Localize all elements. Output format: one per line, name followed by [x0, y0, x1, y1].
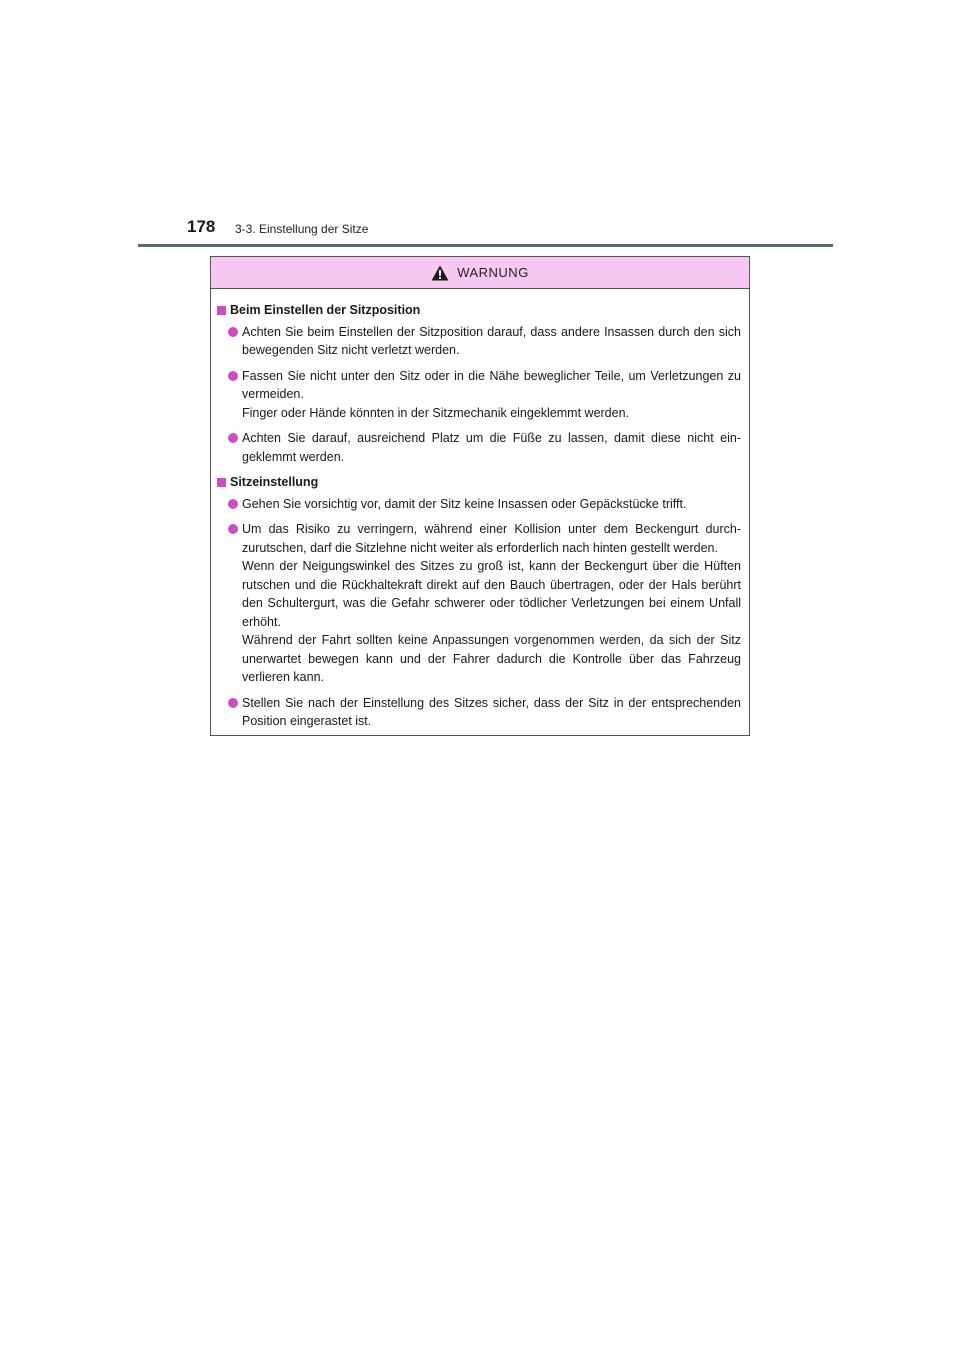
- section-heading: Beim Einstellen der Sitzposition: [217, 301, 741, 320]
- dot-bullet-icon: [228, 499, 238, 509]
- page-header: [187, 213, 833, 247]
- dot-bullet-icon: [228, 371, 238, 381]
- section-seat-adjustment: [217, 473, 741, 731]
- dot-bullet-icon: [228, 433, 238, 443]
- dot-bullet-icon: [228, 327, 238, 337]
- list-item: Fassen Sie nicht unter den Sitz oder in die Nähe beweglicher Teile, um Verletzungen zu vermeiden. Finger oder Hände könnten in der Sitzmechanik eingeklemmt werden.: [217, 367, 741, 423]
- warning-header: [211, 257, 749, 289]
- square-bullet-icon: [217, 478, 226, 487]
- square-bullet-icon: [217, 306, 226, 315]
- warning-box: [210, 256, 750, 736]
- dot-bullet-icon: [228, 524, 238, 534]
- header-rule: [138, 244, 833, 247]
- section-heading: Sitzeinstellung: [217, 473, 741, 492]
- list-item: Stellen Sie nach der Einstellung des Sitzes sicher, dass der Sitz in der entsprechenden Position eingerastet ist.: [217, 694, 741, 731]
- warning-body: [211, 289, 749, 731]
- page-number: 178: [187, 217, 216, 236]
- list-item: Gehen Sie vorsichtig vor, damit der Sitz keine Insassen oder Gepäckstücke trifft.: [217, 495, 741, 514]
- section-title: 3-3. Einstellung der Sitze: [235, 222, 369, 236]
- warning-triangle-icon: [431, 265, 449, 281]
- list-item: Um das Risiko zu verringern, während einer Kollision unter dem Beckengurt durchzurutschen, darf die Sitzlehne nicht weiter als erforderlich nach hinten gestellt werden. Wenn der Neigungswinkel des Sitzes zu groß ist, kann der Beckengurt über die Hüften rutschen und die Rückhaltekraft direkt auf den Bauch übertragen, oder der Hals berührt den Schultergurt, was die Gefahr schwerer oder tödlicher Verletzungen bei einem Unfall erhöht. Während der Fahrt sollten keine Anpassungen vorgenommen werden, da sich der Sitz unerwartet bewegen kann und der Fahrer dadurch die Kontrolle über das Fahrzeug verlieren kann.: [217, 520, 741, 687]
- section-seat-position: [217, 301, 741, 466]
- list-item: Achten Sie beim Einstellen der Sitzposition darauf, dass andere Insassen durch den sich bewegenden Sitz nicht verletzt werden.: [217, 323, 741, 360]
- dot-bullet-icon: [228, 698, 238, 708]
- list-item: Achten Sie darauf, ausreichend Platz um die Füße zu lassen, damit diese nicht eingeklemmt werden.: [217, 429, 741, 466]
- warning-title: WARNUNG: [457, 265, 529, 280]
